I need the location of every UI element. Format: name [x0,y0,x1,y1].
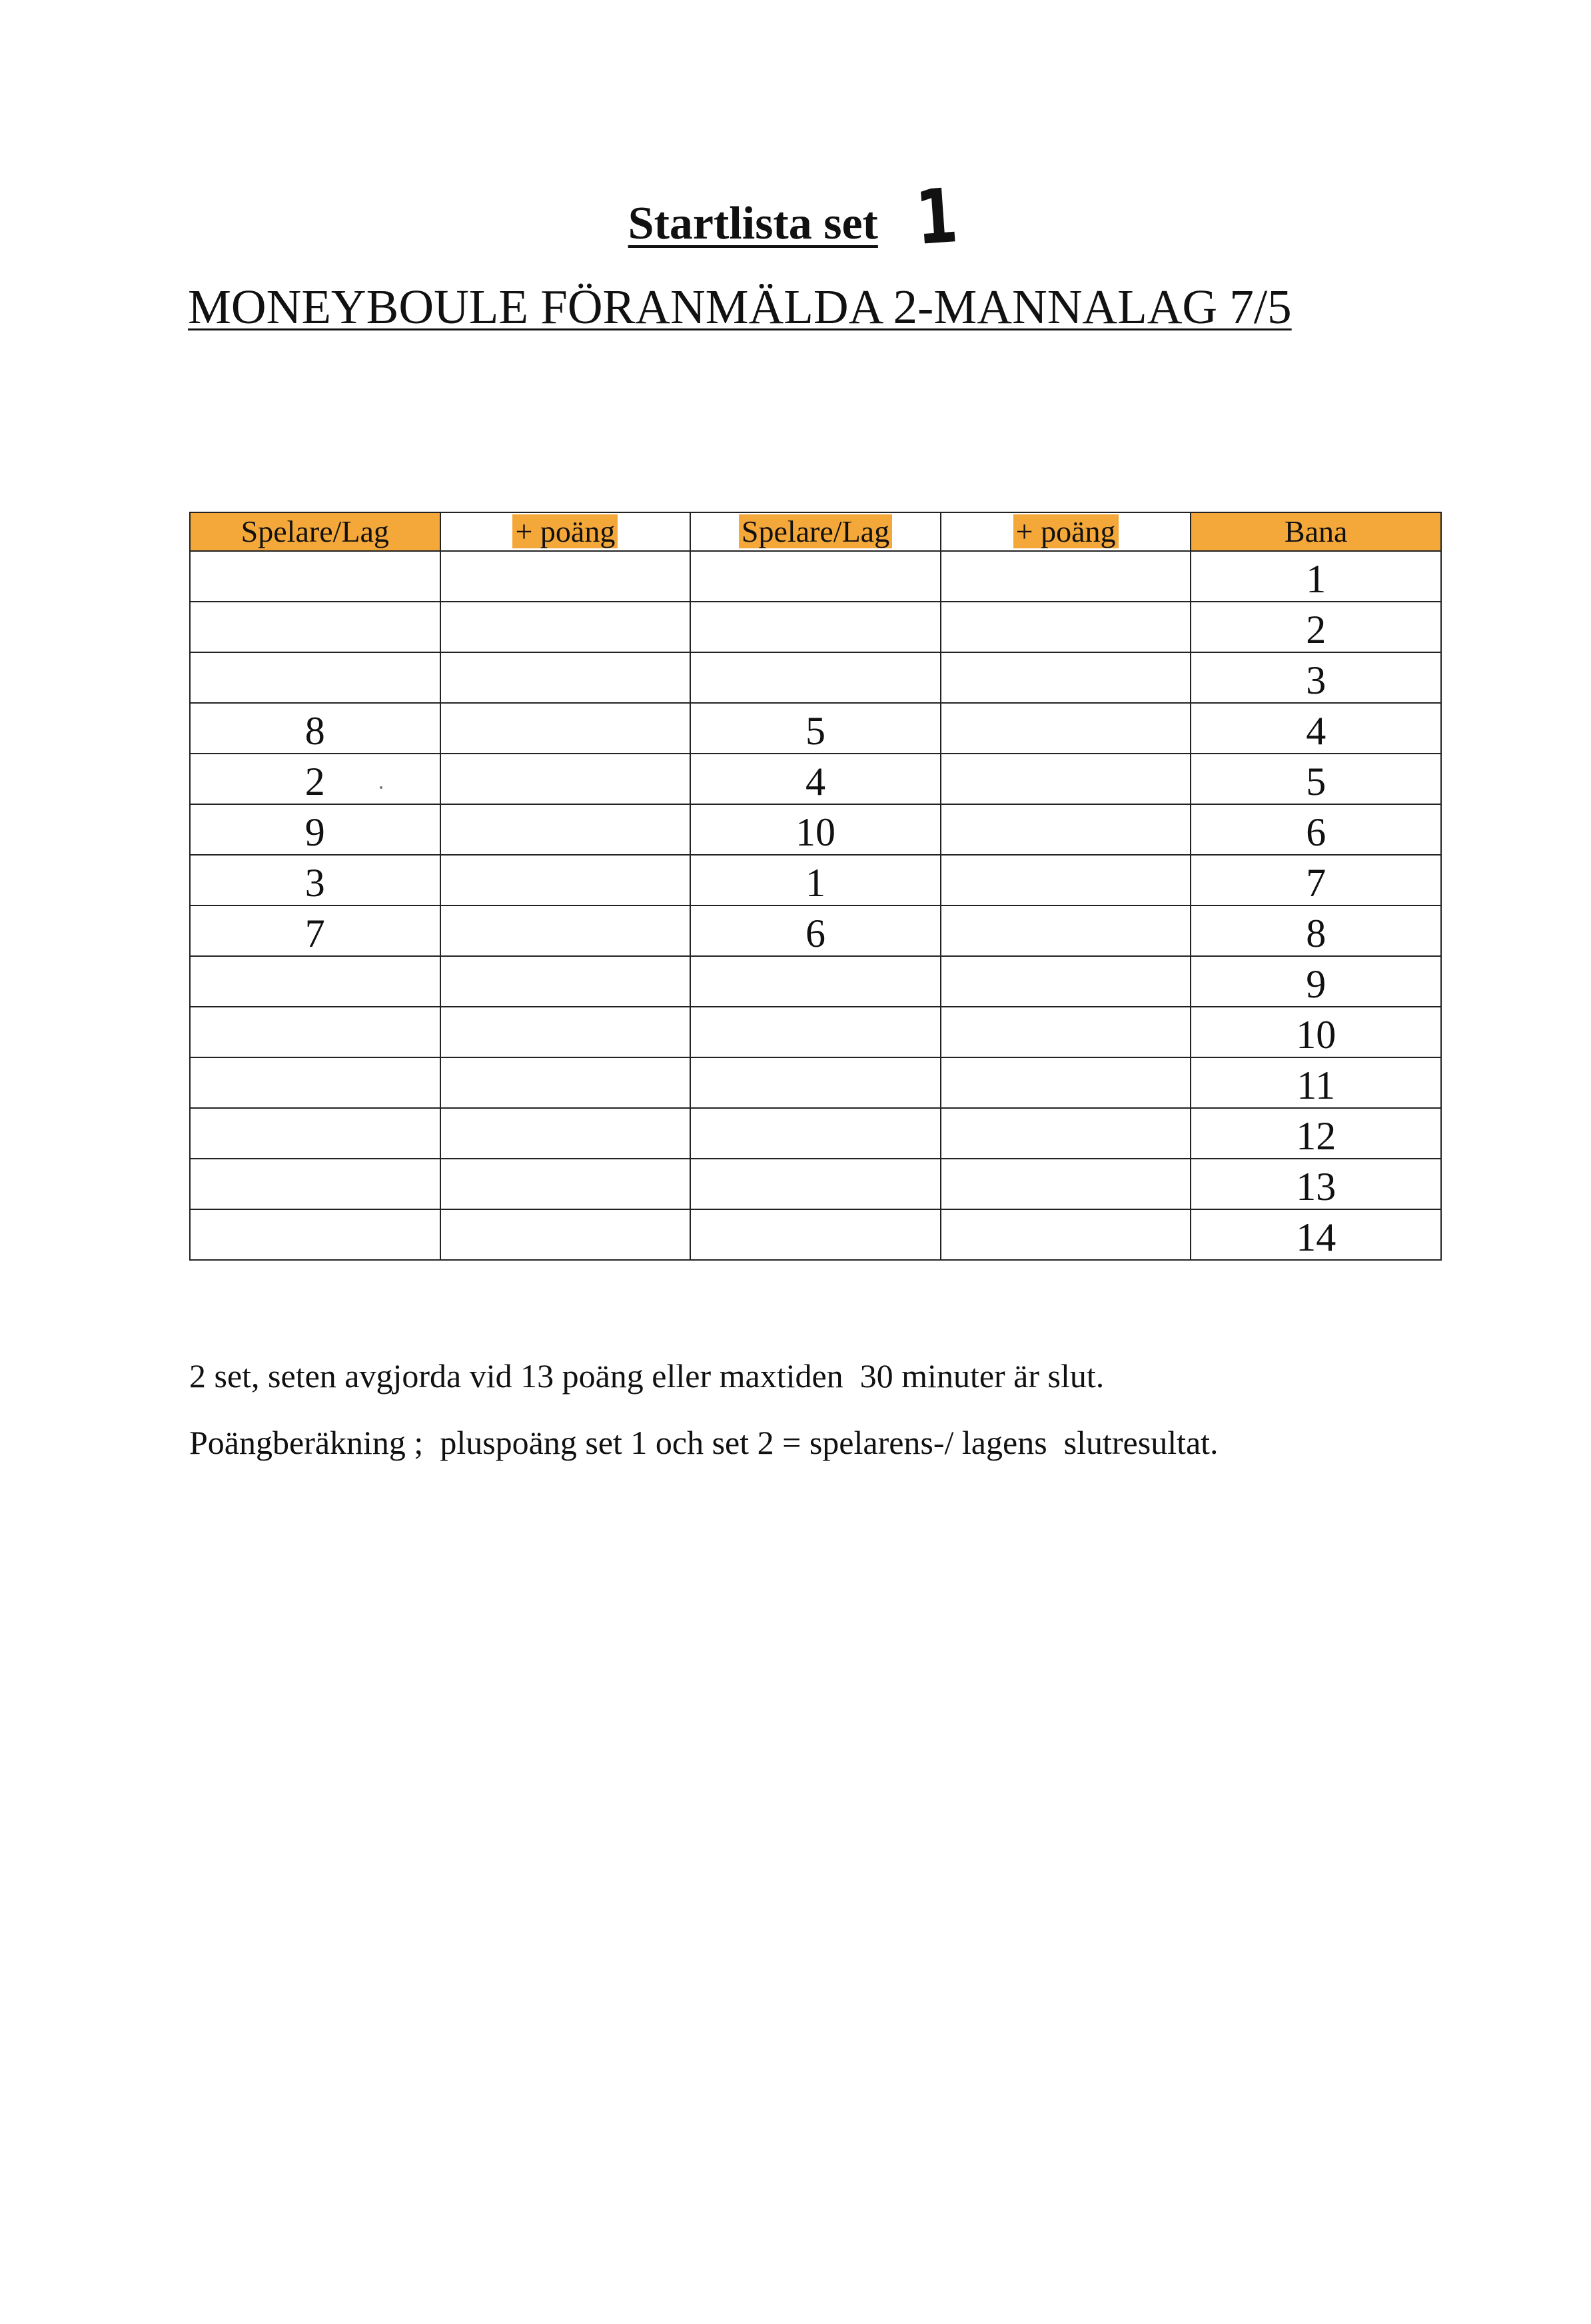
cell-bana: 4 [1191,703,1441,754]
cell-spelare-lag-2 [690,1209,941,1260]
cell-spelare-lag-2 [690,1108,941,1159]
startlist-table [189,512,1442,1261]
cell-poang-1 [440,602,691,652]
cell-poang-2 [941,905,1191,956]
cell-spelare-lag-1: 3 [190,855,440,905]
cell-bana: 9 [1191,956,1441,1007]
table-row [190,1108,1441,1159]
cell-poang-1 [440,551,691,602]
cell-spelare-lag-1 [190,1159,440,1209]
page-title [0,172,1591,263]
table-row [190,602,1441,652]
cell-spelare-lag-1 [190,1209,440,1260]
cell-poang-1 [440,1209,691,1260]
cell-poang-1 [440,905,691,956]
cell-spelare-lag-2 [690,1007,941,1057]
header-label: Spelare/Lag [739,514,892,548]
cell-spelare-lag-2 [690,551,941,602]
cell-bana: 5 [1191,754,1441,804]
cell-spelare-lag-2: 6 [690,905,941,956]
cell-poang-1 [440,754,691,804]
header-cell-spelare-lag-2 [690,512,941,551]
table-row [190,1007,1441,1057]
cell-spelare-lag-2 [690,1159,941,1209]
cell-bana: 3 [1191,652,1441,703]
cell-poang-2 [941,754,1191,804]
table-row [190,551,1441,602]
table-row [190,1209,1441,1260]
cell-bana: 2 [1191,602,1441,652]
cell-spelare-lag-2 [690,956,941,1007]
cell-bana: 11 [1191,1057,1441,1108]
cell-poang-2 [941,551,1191,602]
cell-poang-1 [440,1057,691,1108]
header-cell-bana [1191,512,1441,551]
cell-poang-2 [941,1209,1191,1260]
table-row [190,905,1441,956]
cell-spelare-lag-1: 8 [190,703,440,754]
cell-poang-2 [941,1159,1191,1209]
cell-spelare-lag-1: 7 [190,905,440,956]
table-row [190,652,1441,703]
table-row [190,754,1441,804]
cell-poang-2 [941,602,1191,652]
cell-poang-2 [941,804,1191,855]
cell-poang-2 [941,703,1191,754]
cell-bana: 8 [1191,905,1441,956]
cell-spelare-lag-1 [190,956,440,1007]
table-row [190,956,1441,1007]
header-cell-poang-2 [941,512,1191,551]
cell-spelare-lag-1: 2 [190,754,440,804]
cell-poang-2 [941,1057,1191,1108]
cell-poang-1 [440,703,691,754]
header-label: Spelare/Lag [239,514,392,548]
cell-bana: 12 [1191,1108,1441,1159]
cell-bana: 14 [1191,1209,1441,1260]
table-row [190,855,1441,905]
cell-poang-1 [440,1159,691,1209]
note-line-scoring: Poängberäkning ; pluspoäng set 1 och set 2 = spelarens-/ lagens slutresultat. [189,1424,1219,1461]
cell-poang-2 [941,1108,1191,1159]
cell-spelare-lag-2: 5 [690,703,941,754]
table-header [190,512,1441,551]
cell-bana: 1 [1191,551,1441,602]
cell-spelare-lag-1 [190,652,440,703]
header-cell-spelare-lag-1 [190,512,440,551]
cell-spelare-lag-2 [690,1057,941,1108]
table-body [190,551,1441,1260]
cell-spelare-lag-2: 1 [690,855,941,905]
title-text: Startlista set [628,198,878,249]
cell-spelare-lag-1 [190,602,440,652]
table-row [190,703,1441,754]
header-cell-poang-1 [440,512,691,551]
cell-spelare-lag-1 [190,1108,440,1159]
cell-bana: 13 [1191,1159,1441,1209]
rules-notes [189,1359,1219,1492]
table-row [190,1057,1441,1108]
cell-spelare-lag-2: 4 [690,754,941,804]
scan-speck [380,786,382,789]
cell-poang-1 [440,956,691,1007]
cell-spelare-lag-1: 9 [190,804,440,855]
header-label: Bana [1282,514,1350,548]
cell-poang-2 [941,652,1191,703]
table-row [190,804,1441,855]
cell-spelare-lag-2: 10 [690,804,941,855]
header-label: + poäng [512,514,618,548]
cell-poang-2 [941,1007,1191,1057]
cell-bana: 10 [1191,1007,1441,1057]
cell-spelare-lag-1 [190,1007,440,1057]
cell-poang-1 [440,1108,691,1159]
cell-spelare-lag-2 [690,602,941,652]
handwritten-set-number: 1 [913,172,961,263]
cell-poang-1 [440,1007,691,1057]
cell-spelare-lag-1 [190,551,440,602]
header-label: + poäng [1013,514,1119,548]
cell-bana: 6 [1191,804,1441,855]
note-line-sets: 2 set, seten avgjorda vid 13 poäng eller maxtiden 30 minuter är slut. [189,1357,1105,1395]
cell-poang-1 [440,804,691,855]
cell-poang-1 [440,855,691,905]
cell-spelare-lag-2 [690,652,941,703]
cell-poang-2 [941,956,1191,1007]
cell-poang-2 [941,855,1191,905]
header-row [190,512,1441,551]
table-row [190,1159,1441,1209]
cell-spelare-lag-1 [190,1057,440,1108]
cell-bana: 7 [1191,855,1441,905]
cell-poang-1 [440,652,691,703]
event-subtitle: MONEYBOULE FÖRANMÄLDA 2-MANNALAG 7/5 [188,280,1292,334]
